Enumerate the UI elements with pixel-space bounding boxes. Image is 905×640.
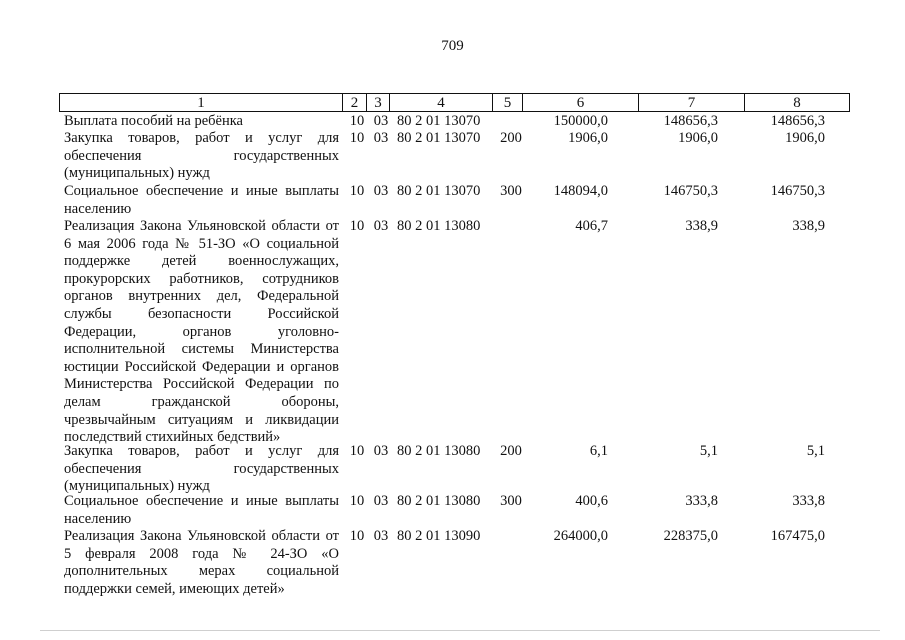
row-section: 10 [349, 113, 365, 129]
row-value-7: 228375,0 [663, 528, 718, 544]
row-value-8: 146750,3 [770, 183, 825, 199]
row-target-code: 80 2 01 13070 [397, 183, 481, 199]
row-section: 10 [349, 183, 365, 199]
row-value-7: 1906,0 [678, 130, 718, 146]
row-section: 10 [349, 130, 365, 146]
row-value-8: 1906,0 [785, 130, 825, 146]
column-header-7: 7 [639, 94, 745, 111]
row-name: Реализация Закона Ульяновской области от 5 февраля 2008 года № 24-ЗО «О дополнительных мерах социальной поддержки семей, имеющих детей» [64, 528, 339, 597]
column-header-2: 2 [343, 94, 367, 111]
row-value-6: 400,6 [575, 493, 608, 509]
row-value-6: 150000,0 [553, 113, 608, 129]
row-expense-type: 200 [500, 443, 522, 459]
row-subsection: 03 [373, 493, 389, 509]
row-subsection: 03 [373, 183, 389, 199]
row-name: Закупка товаров, работ и услуг для обеспечения государственных (муниципальных) нужд [64, 130, 339, 182]
row-value-7: 146750,3 [663, 183, 718, 199]
row-value-8: 5,1 [806, 443, 825, 459]
row-name: Социальное обеспечение и иные выплаты населению [64, 183, 339, 217]
row-name: Выплата пособий на ребёнка [64, 113, 243, 129]
row-value-8: 338,9 [792, 218, 825, 234]
column-header-5: 5 [493, 94, 523, 111]
row-expense-type: 300 [500, 183, 522, 199]
row-subsection: 03 [373, 130, 389, 146]
row-target-code: 80 2 01 13070 [397, 113, 481, 129]
column-header-4: 4 [390, 94, 493, 111]
row-value-8: 148656,3 [770, 113, 825, 129]
row-section: 10 [349, 493, 365, 509]
row-value-7: 5,1 [699, 443, 718, 459]
row-target-code: 80 2 01 13080 [397, 218, 481, 234]
row-value-6: 406,7 [575, 218, 608, 234]
row-name: Реализация Закона Ульяновской области от 6 мая 2006 года № 51-ЗО «О социальной поддержке детей военнослужащих, прокурорских работников, сотрудников органов внутренних дел, Федеральной службы безопасности Российской Федерации, органов уголовно-исполнительной системы Министерства юстиции Российской Федерации и органов Министерства Российской Федерации по делам гражданской обороны, чрезвычайным ситуациям и ликвидации последствий стихийных бедствий» [64, 218, 339, 446]
column-header-3: 3 [367, 94, 390, 111]
row-value-6: 264000,0 [553, 528, 608, 544]
row-subsection: 03 [373, 443, 389, 459]
row-value-7: 148656,3 [663, 113, 718, 129]
row-section: 10 [349, 528, 365, 544]
row-subsection: 03 [373, 218, 389, 234]
page-bottom-edge [40, 630, 880, 631]
row-name: Закупка товаров, работ и услуг для обеспечения государственных (муниципальных) нужд [64, 443, 339, 495]
row-value-7: 338,9 [685, 218, 718, 234]
row-value-6: 1906,0 [568, 130, 608, 146]
row-target-code: 80 2 01 13070 [397, 130, 481, 146]
row-value-7: 333,8 [685, 493, 718, 509]
column-header-6: 6 [523, 94, 639, 111]
row-expense-type: 200 [500, 130, 522, 146]
row-expense-type: 300 [500, 493, 522, 509]
row-value-8: 167475,0 [770, 528, 825, 544]
row-value-6: 148094,0 [553, 183, 608, 199]
row-section: 10 [349, 218, 365, 234]
column-header-1: 1 [60, 94, 343, 111]
row-section: 10 [349, 443, 365, 459]
row-target-code: 80 2 01 13080 [397, 493, 481, 509]
row-subsection: 03 [373, 528, 389, 544]
row-target-code: 80 2 01 13090 [397, 528, 481, 544]
row-name: Социальное обеспечение и иные выплаты населению [64, 493, 339, 527]
row-target-code: 80 2 01 13080 [397, 443, 481, 459]
table-header [59, 93, 850, 112]
column-header-8: 8 [793, 95, 801, 111]
row-value-6: 6,1 [589, 443, 608, 459]
row-subsection: 03 [373, 113, 389, 129]
page-number: 709 [441, 38, 464, 54]
row-value-8: 333,8 [792, 493, 825, 509]
